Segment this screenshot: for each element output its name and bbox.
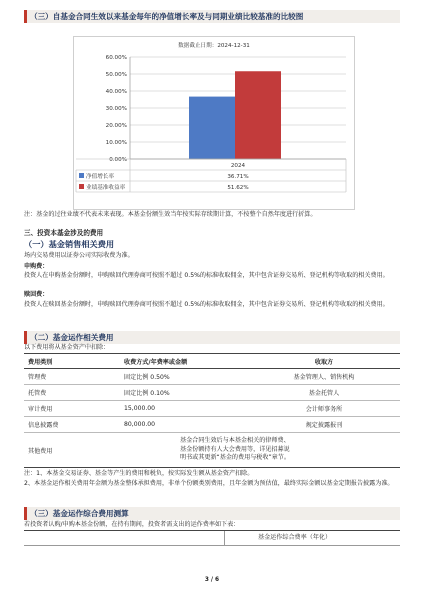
legend-label: 业绩基准收益率 [86,185,126,191]
fee-type-cell: 信息披露费 [24,417,120,433]
fee-table-header: 费用类别 [24,354,120,369]
table-row [24,369,400,385]
page-number: 3 / 6 [204,577,220,583]
y-tick-label: 0.00% [109,157,127,163]
table-note-2: 2、本基金运作相关费用年金额为基金整体承担费用，非单个份额类别费用，且年金额为预估值，最终实际金额以基金定期报告披露为准。 [24,480,394,487]
fee-rate-cell: 固定比例 0.10% [120,385,248,401]
fee-rate-cell: 15,000.00 [120,401,248,417]
redemption-fee-label: 赎回费： [24,291,49,298]
section-title-performance-chart: （三）自基金合同生效以来基金每年的净值增长率及与同期业绩比较基准的比较图 [24,10,400,23]
legend-swatch [79,184,84,189]
fee-recipient-cell: 规定披露报刊 [248,417,400,433]
legend-swatch [79,173,84,178]
table-row [24,401,400,417]
sales-fees-heading: （一）基金销售相关费用 [24,239,115,249]
fee-type-cell: 管理费 [24,369,120,385]
fees-section-heading: 三、投资本基金涉及的费用 [24,229,104,237]
other-fees-description: 基金合同生效后与本基金相关的律师费、基金份额持有人大会费用等，详见招募说明书或其更新“基金的费用与税收”章节。 [180,437,290,462]
fee-type-cell: 其他费用 [28,447,53,455]
table-row [24,433,400,468]
performance-bar-chart [74,37,354,209]
y-tick-label: 30.00% [105,106,127,112]
sales-fees-line: 场内交易费用以证券公司实际收费为准。 [24,252,134,259]
operating-fees-intro: 以下费用将从基金资产中扣除： [24,344,110,351]
legend-value: 36.71% [227,174,249,180]
legend-value: 51.62% [227,185,249,191]
fee-rate-cell: 固定比例 0.50% [120,369,248,385]
fee-table-header: 收取方 [248,354,400,369]
comprehensive-fee-rate-label: 基金运作综合费率（年化） [258,534,332,541]
x-category-label: 2024 [230,163,246,169]
fee-table-header: 收费方式/年费率或金额 [120,354,248,369]
purchase-fee-label: 申购费： [24,263,49,270]
comprehensive-fee-heading: （三）基金运作综合费用测算 [24,507,400,520]
fee-type-cell: 托管费 [24,385,120,401]
table-note-1: 注：1、本基金交易证券、基金等产生的费用和税负，按实际发生额从基金资产扣除。 [24,470,254,477]
fee-recipient-cell: 基金托管人 [248,385,400,401]
fee-table [24,353,400,468]
comprehensive-fee-intro: 若投资者认购/申购本基金份额，在持有期间，投资者需支出的运作费率如下表： [24,521,240,528]
y-tick-label: 60.00% [105,55,127,61]
redemption-fee-text: 投资人在赎回基金份额时，申购赎回代理券商可按照不超过 0.5%的标准收取佣金，其中包含证券交易所、登记机构等收取的相关费用。 [24,301,389,308]
chart-date-note: 数据截止日期：2024-12-31 [178,43,250,49]
fee-recipient-cell: 会计师事务所 [248,401,400,417]
fee-rate-cell: 80,000.00 [120,417,248,433]
fee-type-cell: 审计费用 [24,401,120,417]
purchase-fee-text: 投资人在申购基金份额时，申购赎回代理券商可按照不超过 0.5%的标准收取佣金，其中包含证券交易所、登记机构等收取的相关费用。 [24,272,389,279]
performance-chart-panel [73,36,355,210]
fee-recipient-cell: 基金管理人、销售机构 [248,369,400,385]
y-tick-label: 10.00% [105,140,127,146]
table-divider [224,531,225,545]
y-tick-label: 40.00% [105,89,127,95]
table-row [24,417,400,433]
y-tick-label: 50.00% [105,72,127,78]
comprehensive-fee-table [24,530,400,546]
table-row [24,385,400,401]
bar-benchmark [235,71,281,159]
y-tick-label: 20.00% [105,123,127,129]
bar-nav-growth [189,97,235,159]
legend-label: 净值增长率 [86,174,114,180]
chart-footnote: 注：基金的过往业绩不代表未来表现。本基金份额生效当年按实际存续期计算，不按整个自然年度进行折算。 [24,211,317,218]
operating-fees-heading: （二）基金运作相关费用 [24,331,400,344]
